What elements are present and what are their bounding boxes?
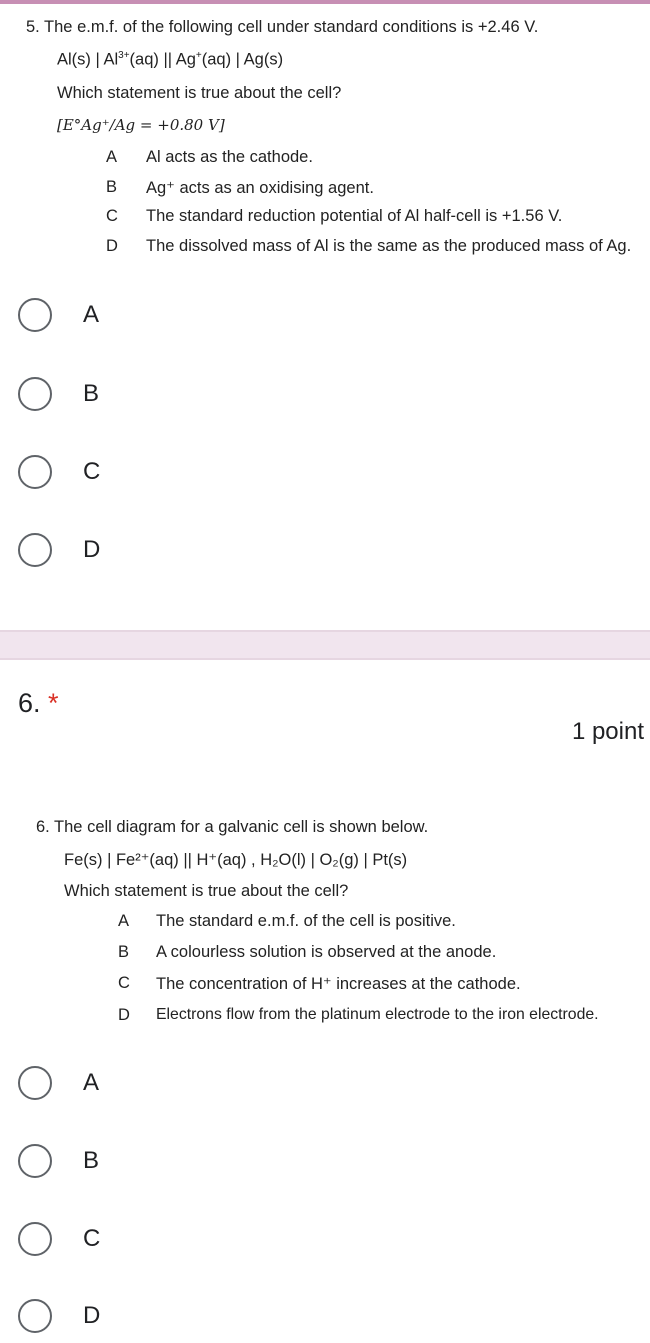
required-marker: * (48, 688, 59, 718)
q6-choice-b[interactable]: B (18, 1141, 99, 1181)
radio-button[interactable] (18, 455, 52, 489)
q6-choice-d[interactable]: D (18, 1296, 100, 1336)
radio-button[interactable] (18, 298, 52, 332)
q6-points: 1 point (571, 718, 644, 745)
form-accent-line (0, 0, 650, 4)
q6-choice-a[interactable]: A (18, 1063, 99, 1103)
q5-cell-diagram: Al(s) | $Al^{3+}(aq)$ || Ag+(aq) | Ag(s) (57, 50, 284, 69)
radio-button[interactable] (18, 1066, 52, 1100)
radio-button[interactable] (18, 533, 52, 567)
q6-question: Which statement is true about the cell? (64, 882, 349, 900)
q5-given-potential: [E°Ag⁺/Ag = +0.80 V] (57, 116, 225, 134)
q5-choice-a[interactable]: A (18, 295, 99, 335)
radio-button[interactable] (18, 1222, 52, 1256)
radio-button[interactable] (18, 377, 52, 411)
q5-question: Which statement is true about the cell? (57, 84, 342, 102)
radio-button[interactable] (18, 1144, 52, 1178)
q5-choice-c[interactable]: C (18, 452, 100, 492)
q6-cell-diagram: Fe(s) | Fe²⁺(aq) || H⁺(aq) , H₂O(l) | O₂(g) | Pt(s) (64, 851, 408, 869)
q5-choice-b[interactable]: B (18, 374, 99, 414)
radio-button[interactable] (18, 1299, 52, 1333)
q6-stem: 6. The cell diagram for a galvanic cell is shown below. (36, 818, 429, 836)
q6-choice-c[interactable]: C (18, 1219, 100, 1259)
q5-choice-d[interactable]: D (18, 530, 100, 570)
q5-stem: 5. The e.m.f. of the following cell under standard conditions is +2.46 V. (26, 18, 539, 36)
question-divider (0, 630, 650, 660)
q6-title: 6. * (18, 688, 59, 718)
